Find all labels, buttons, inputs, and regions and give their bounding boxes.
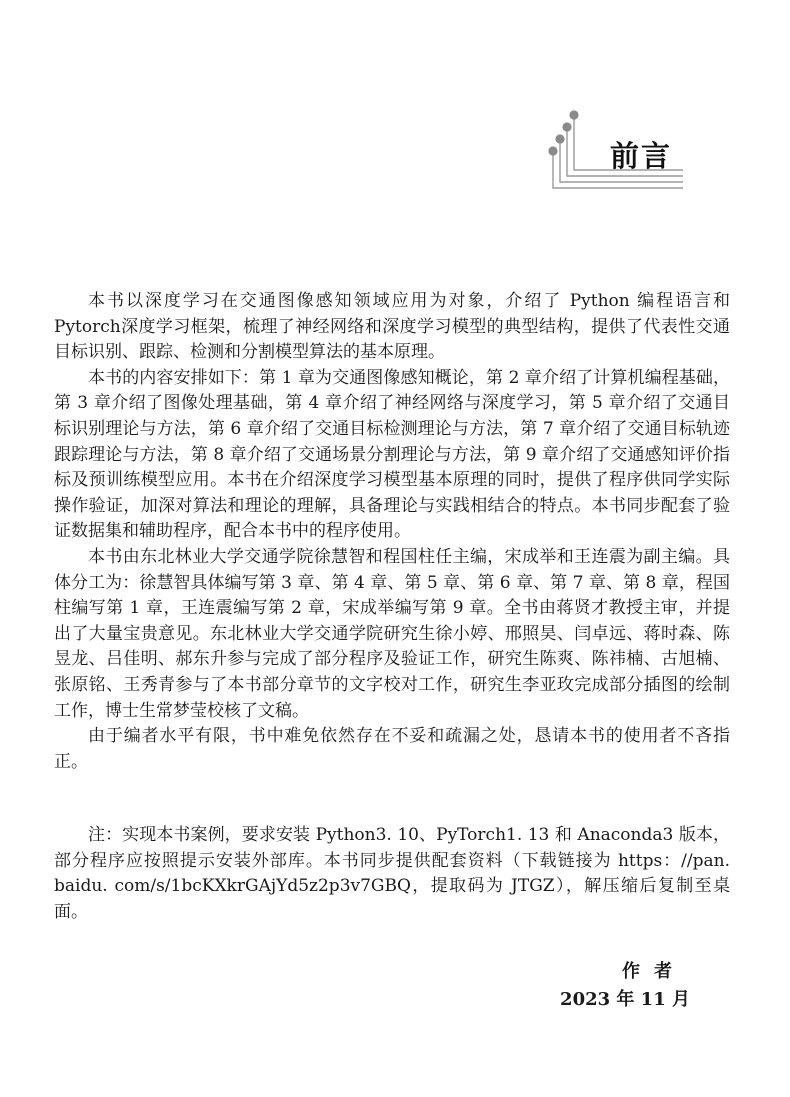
installation-note: 注：实现本书案例，要求安装 Python3. 10、PyTorch1. 13 和 Anaconda3 版本，部分程序应按照提示安装外部库。本书同步提供配套资料（下载链接为 https：//pan. baidu. com/s/1bcKXkrGAjYd5z2p3v7GBQ，提取码为 JTGZ），解压缩后复制至桌面。 [54,825,730,922]
paragraph: 本书以深度学习在交通图像感知领域应用为对象，介绍了 Python 编程语言和 Pytorch深度学习框架，梳理了神经网络和深度学习模型的典型结构，提供了代表性交通目标识别、跟踪、检测和分割模型算法的基本原理。 [54,291,730,363]
author-label: 作者 [622,961,686,982]
preface-body [54,289,730,775]
signature-block [560,958,690,1014]
paragraph: 由于编者水平有限，书中难免依然存在不妥和疏漏之处，恳请本书的使用者不吝指正。 [54,726,730,772]
date-label: 2023 年 11 月 [560,989,690,1010]
page-title: 前言 [610,139,673,173]
paragraph: 本书由东北林业大学交通学院徐慧智和程国柱任主编，宋成举和王连震为副主编。具体分工为：徐慧智具体编写第 3 章、第 4 章、第 5 章、第 6 章、第 7 章、第 8 章，程国柱编写第 1 章，王连震编写第 2 章，宋成举编写第 9 章。全书由蒋贤才教授主审，并提出了大量宝贵意见。东北林业大学交通学院研究生徐小婷、邢照昊、闫卓远、蒋时森、陈昱龙、吕佳明、郝东升参与完成了部分程序及验证工作，研究生陈爽、陈祎楠、古旭楠、张原铭、王秀青参与了本书部分章节的文字校对工作，研究生李亚玫完成部分插图的绘制工作，博士生常梦莹校核了文稿。 [54,546,730,721]
note-block [54,823,730,925]
paragraph: 本书的内容安排如下：第 1 章为交通图像感知概论，第 2 章介绍了计算机编程基础，第 3 章介绍了图像处理基础，第 4 章介绍了神经网络与深度学习，第 5 章介绍了交通目标识别理论与方法，第 6 章介绍了交通目标检测理论与方法，第 7 章介绍了交通目标轨迹跟踪理论与方法，第 8 章介绍了交通场景分割理论与方法，第 9 章介绍了交通感知评价指标及预训练模型应用。本书在介绍深度学习模型基本原理的同时，提供了程序供同学实际操作验证，加深对算法和理论的理解，具备理论与实践相结合的特点。本书同步配套了验证数据集和辅助程序，配合本书中的程序使用。 [54,367,730,542]
